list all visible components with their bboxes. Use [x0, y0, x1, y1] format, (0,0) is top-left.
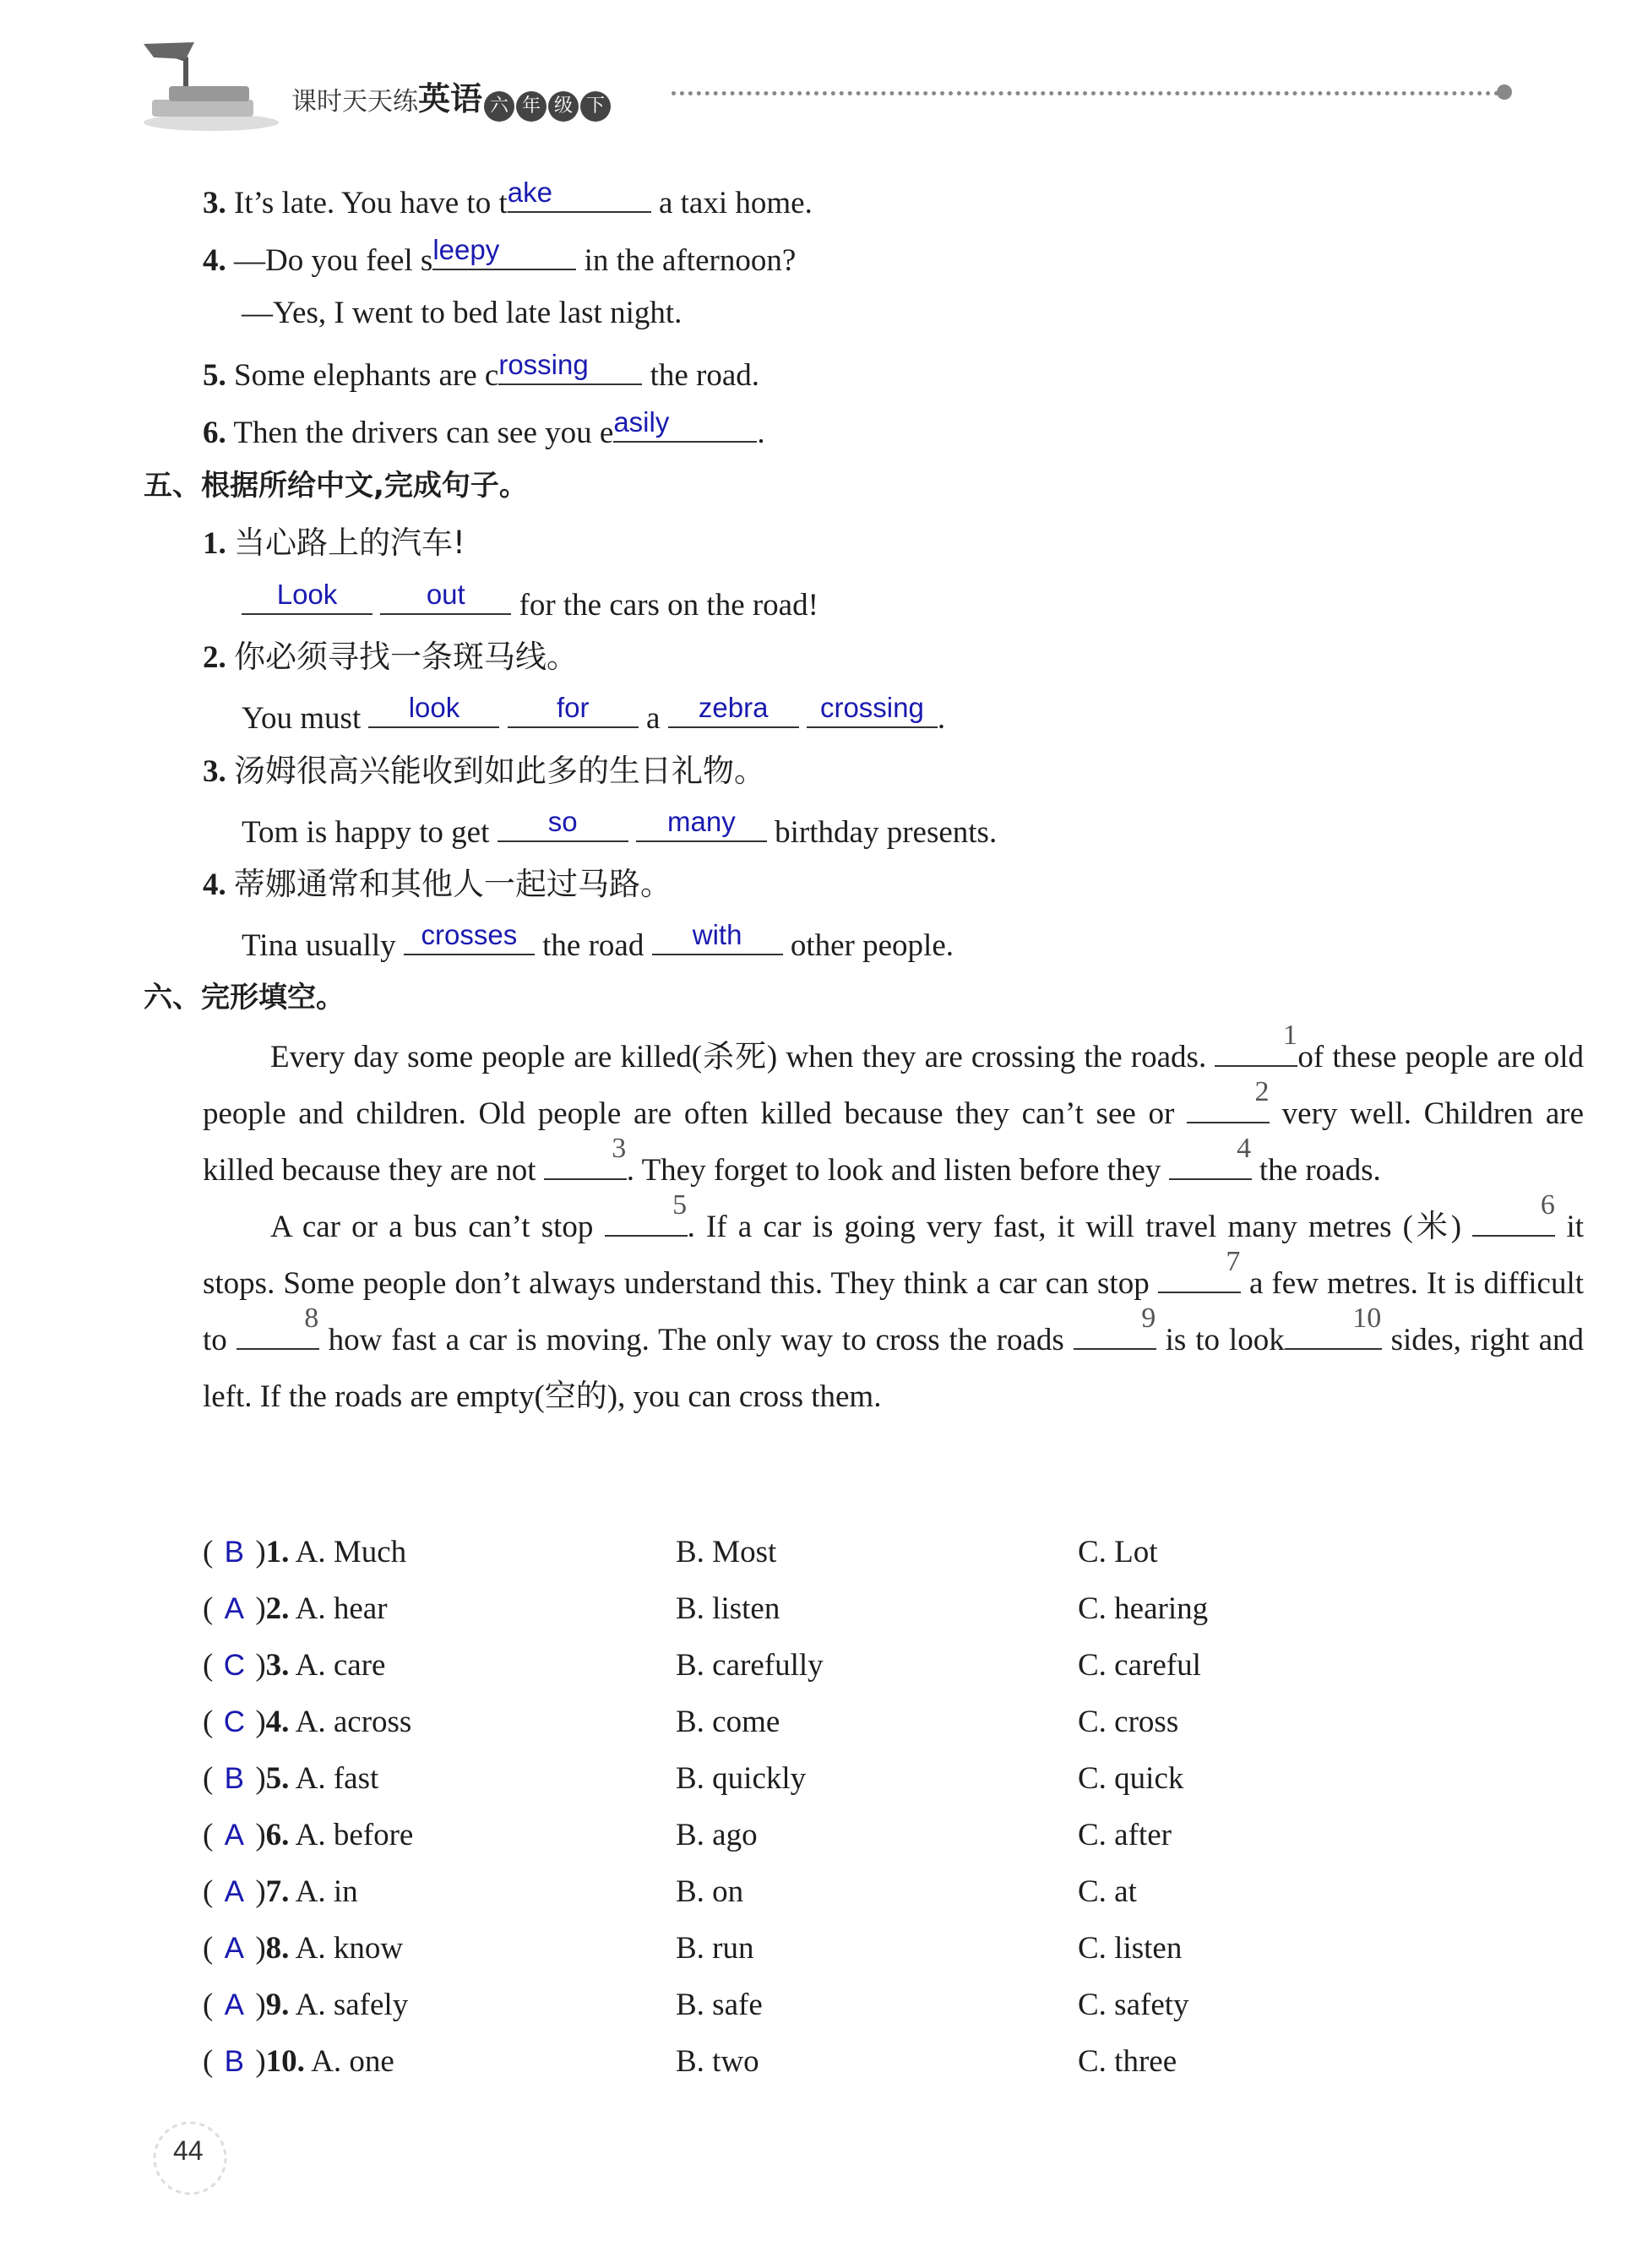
option-c: C. three [1078, 2044, 1177, 2079]
grade-char-2: 年 [516, 91, 547, 122]
option-b: B. quickly [676, 1761, 807, 1796]
choice-row: ( C )4. A. across B. come C. cross [203, 1703, 1554, 1759]
option-c: C. quick [1078, 1761, 1184, 1796]
header-title [291, 73, 611, 122]
option-c: C. at [1078, 1874, 1137, 1909]
section-6-title: 六、完形填空。 [144, 981, 345, 1014]
p5-item-4-en: Tina usually crosses the road with other people. [242, 919, 954, 963]
desk-lamp-books-icon [135, 34, 287, 135]
cloze-blank[interactable]: 4 [1169, 1146, 1252, 1180]
p5-item-1-en: Look out for the cars on the road! [242, 581, 818, 625]
option-b: B. carefully [676, 1648, 824, 1683]
cloze-blank[interactable]: 7 [1158, 1259, 1241, 1293]
answer-blank[interactable]: crossing [807, 694, 938, 728]
option-b: B. two [676, 2044, 759, 2079]
answer-blank[interactable]: so [498, 808, 628, 842]
answer-blank[interactable]: for [508, 694, 639, 728]
p5-item-4-cn: 4. 蒂娜通常和其他人一起过马路。 [203, 866, 672, 902]
choice-row: ( A )6. A. before B. ago C. after [203, 1816, 1554, 1873]
p4-item-4-reply: —Yes, I went to bed late last night. [242, 296, 682, 330]
grade-char-1: 六 [484, 91, 514, 122]
cloze-blank[interactable]: 8 [237, 1316, 319, 1350]
cloze-blank[interactable]: 1 [1215, 1033, 1297, 1067]
section-5-title: 五、根据所给中文,完成句子。 [144, 469, 528, 503]
cloze-blank[interactable]: 6 [1472, 1203, 1555, 1237]
choice-row: ( C )3. A. care B. carefully C. careful [203, 1646, 1554, 1703]
answer-blank[interactable]: leepy [432, 237, 576, 270]
grade-char-4: 下 [580, 91, 611, 122]
cloze-paragraph-1: Every day some people are killed(杀死) when they are crossing the roads. 1 of these people are old people and children. Old people are often killed because they can’t see or 2 very well. Children are killed because they are not 3 . They forget to look and listen before they 4 the roads. [203, 1020, 1585, 1188]
cloze-blank[interactable]: 5 [605, 1203, 688, 1237]
choice-row: ( A )7. A. in B. on C. at [203, 1873, 1554, 1929]
choice-row: ( A )2. A. hear B. listen C. hearing [203, 1590, 1554, 1646]
option-c: C. careful [1078, 1648, 1201, 1683]
choices-list [203, 1533, 1554, 2099]
answer-blank[interactable]: asily [613, 409, 757, 443]
answer-blank[interactable]: out [380, 581, 511, 615]
choice-row: ( B )1. A. Much B. Most C. Lot [203, 1533, 1554, 1590]
header-dot-end [1497, 84, 1512, 100]
p4-item-4: 4. —Do you feel s leepy in the afternoon? [203, 234, 797, 278]
option-b: B. run [676, 1931, 754, 1966]
option-c: C. after [1078, 1818, 1172, 1852]
choice-row: ( B )10. A. one B. two C. three [203, 2042, 1554, 2099]
option-c: C. safety [1078, 1988, 1189, 2022]
grade-char-3: 级 [548, 91, 579, 122]
selected-answer[interactable]: A [224, 1932, 244, 1965]
cloze-blank[interactable]: 10 [1285, 1316, 1382, 1350]
option-b: B. Most [676, 1535, 777, 1569]
p5-item-2-cn: 2. 你必须寻找一条斑马线。 [203, 639, 578, 675]
cloze-blank[interactable]: 9 [1074, 1316, 1156, 1350]
selected-answer[interactable]: A [224, 1819, 244, 1852]
p5-item-3-cn: 3. 汤姆很高兴能收到如此多的生日礼物。 [203, 753, 765, 789]
cloze-blank[interactable]: 3 [544, 1146, 627, 1180]
p4-item-6: 6. Then the drivers can see you e asily . [203, 406, 765, 450]
selected-answer[interactable]: B [224, 1762, 244, 1795]
series-name: 课时天天练 [291, 87, 418, 117]
answer-blank[interactable]: Look [242, 581, 373, 615]
selected-answer[interactable]: A [224, 1988, 244, 2021]
p4-item-5: 5. Some elephants are c rossing the road. [203, 349, 760, 393]
p5-item-1-cn: 1. 当心路上的汽车! [203, 525, 465, 561]
option-c: C. Lot [1078, 1535, 1158, 1569]
answer-blank[interactable]: crosses [404, 922, 535, 955]
answer-blank[interactable]: rossing [498, 351, 642, 385]
answer-blank[interactable]: with [652, 922, 783, 955]
selected-answer[interactable]: A [224, 1592, 244, 1625]
answer-blank[interactable]: ake [508, 179, 651, 213]
answer-blank[interactable]: look [368, 694, 499, 728]
p5-item-3-en: Tom is happy to get so many birthday presents. [242, 806, 998, 850]
option-b: B. come [676, 1705, 780, 1739]
header-dotted-rule [672, 91, 1499, 95]
selected-answer[interactable]: B [224, 2045, 244, 2078]
page-number: 44 [173, 2135, 204, 2166]
choice-row: ( A )9. A. safely B. safe C. safety [203, 1986, 1554, 2042]
subject-name: 英语 [418, 80, 483, 117]
cloze-paragraph-2: A car or a bus can’t stop 5 . If a car is going very fast, it will travel many metres (米) 6 it stops. Some people don’t always understand this. They think a car can stop 7 a few metres. It is difficult to 8 how fast a car is moving. The only way to cross the roads 9 is to look 10 sides, right and left. If the roads are empty(空的), you can cross them. [203, 1189, 1585, 1414]
selected-answer[interactable]: C [223, 1705, 245, 1738]
choice-row: ( B )5. A. fast B. quickly C. quick [203, 1759, 1554, 1816]
cloze-blank[interactable]: 2 [1187, 1090, 1270, 1123]
answer-blank[interactable]: many [636, 808, 767, 842]
option-b: B. on [676, 1874, 744, 1909]
option-b: B. ago [676, 1818, 758, 1852]
option-b: B. listen [676, 1591, 780, 1626]
p5-item-2-en: You must look for a zebra crossing . [242, 692, 946, 736]
option-c: C. hearing [1078, 1591, 1209, 1626]
option-b: B. safe [676, 1988, 763, 2022]
selected-answer[interactable]: C [223, 1649, 245, 1682]
p4-item-3: 3. It’s late. You have to t ake a taxi home. [203, 177, 813, 220]
answer-blank[interactable]: zebra [668, 694, 799, 728]
cloze-passage [203, 1020, 1585, 1425]
option-c: C. cross [1078, 1705, 1179, 1739]
choice-row: ( A )8. A. know B. run C. listen [203, 1929, 1554, 1986]
selected-answer[interactable]: A [224, 1875, 244, 1908]
option-c: C. listen [1078, 1931, 1183, 1966]
selected-answer[interactable]: B [224, 1536, 244, 1569]
